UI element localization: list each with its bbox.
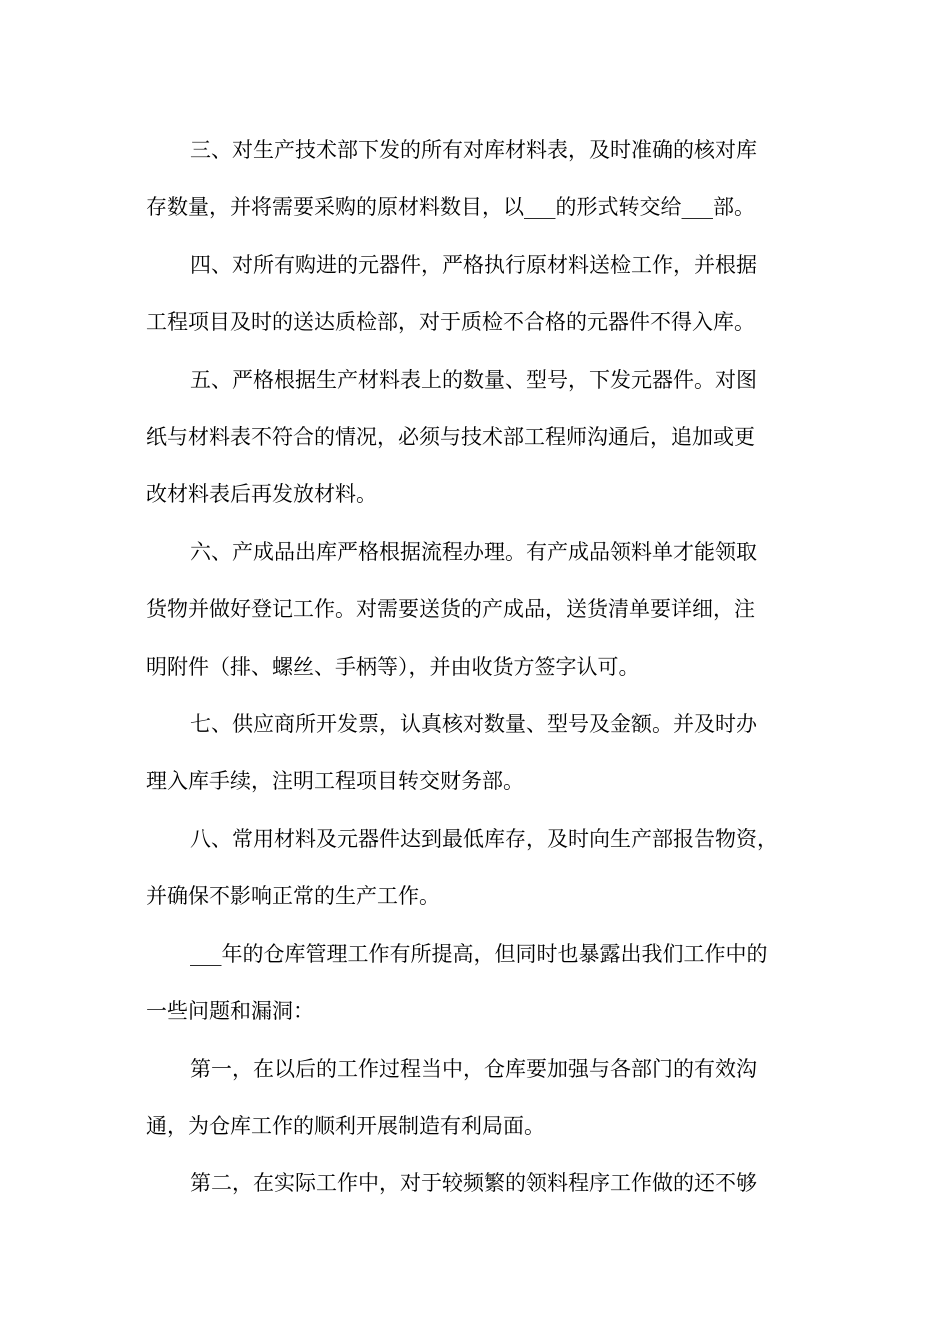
- paragraph-line: 货物并做好登记工作。对需要送货的产成品，送货清单要详细，注: [146, 597, 755, 622]
- paragraph-line: 并确保不影响正常的生产工作。: [146, 884, 440, 909]
- paragraph-line: 改材料表后再发放材料。: [146, 482, 377, 507]
- paragraph-line: 纸与材料表不符合的情况，必须与技术部工程师沟通后，追加或更: [146, 425, 755, 450]
- paragraph-3: [146, 122, 811, 237]
- paragraph-line: 四、对所有购进的元器件，严格执行原材料送检工作，并根据: [190, 252, 757, 277]
- paragraph-line: 明附件（排、螺丝、手柄等），并由收货方签字认可。: [146, 654, 640, 679]
- paragraph-line: 存数量，并将需要采购的原材料数目，以___的形式转交给___部。: [146, 195, 755, 220]
- paragraph-line: 第二，在实际工作中，对于较频繁的领料程序工作做的还不够: [190, 1171, 757, 1196]
- paragraph-6: [146, 524, 811, 696]
- paragraph-line: 工程项目及时的送达质检部，对于质检不合格的元器件不得入库。: [146, 310, 755, 335]
- paragraph-line: 七、供应商所开发票，认真核对数量、型号及金额。并及时办: [190, 712, 757, 737]
- paragraph-line: 一些问题和漏洞：: [146, 999, 314, 1024]
- paragraph-line: 第一，在以后的工作过程当中，仓库要加强与各部门的有效沟: [190, 1056, 757, 1081]
- paragraph-5: [146, 352, 811, 524]
- paragraph-line: 六、产成品出库严格根据流程办理。有产成品领料单才能领取: [190, 539, 757, 564]
- paragraph-line: ___年的仓库管理工作有所提高，但同时也暴露出我们工作中的: [190, 941, 768, 966]
- paragraph-issue-1: [146, 1041, 811, 1156]
- paragraph-issue-2: [146, 1155, 811, 1212]
- paragraph-line: 五、严格根据生产材料表上的数量、型号，下发元器件。对图: [190, 367, 757, 392]
- paragraph-4: [146, 237, 811, 352]
- paragraph-7: [146, 696, 811, 811]
- paragraph-line: 理入库手续，注明工程项目转交财务部。: [146, 769, 524, 794]
- paragraph-line: 通，为仓库工作的顺利开展制造有利局面。: [146, 1113, 545, 1138]
- paragraph-line: 三、对生产技术部下发的所有对库材料表，及时准确的核对库: [190, 138, 757, 162]
- paragraph-summary: [146, 926, 811, 1041]
- paragraph-line: 八、常用材料及元器件达到最低库存，及时向生产部报告物资，: [190, 826, 778, 851]
- document-body: [146, 122, 811, 1213]
- paragraph-8: [146, 811, 811, 926]
